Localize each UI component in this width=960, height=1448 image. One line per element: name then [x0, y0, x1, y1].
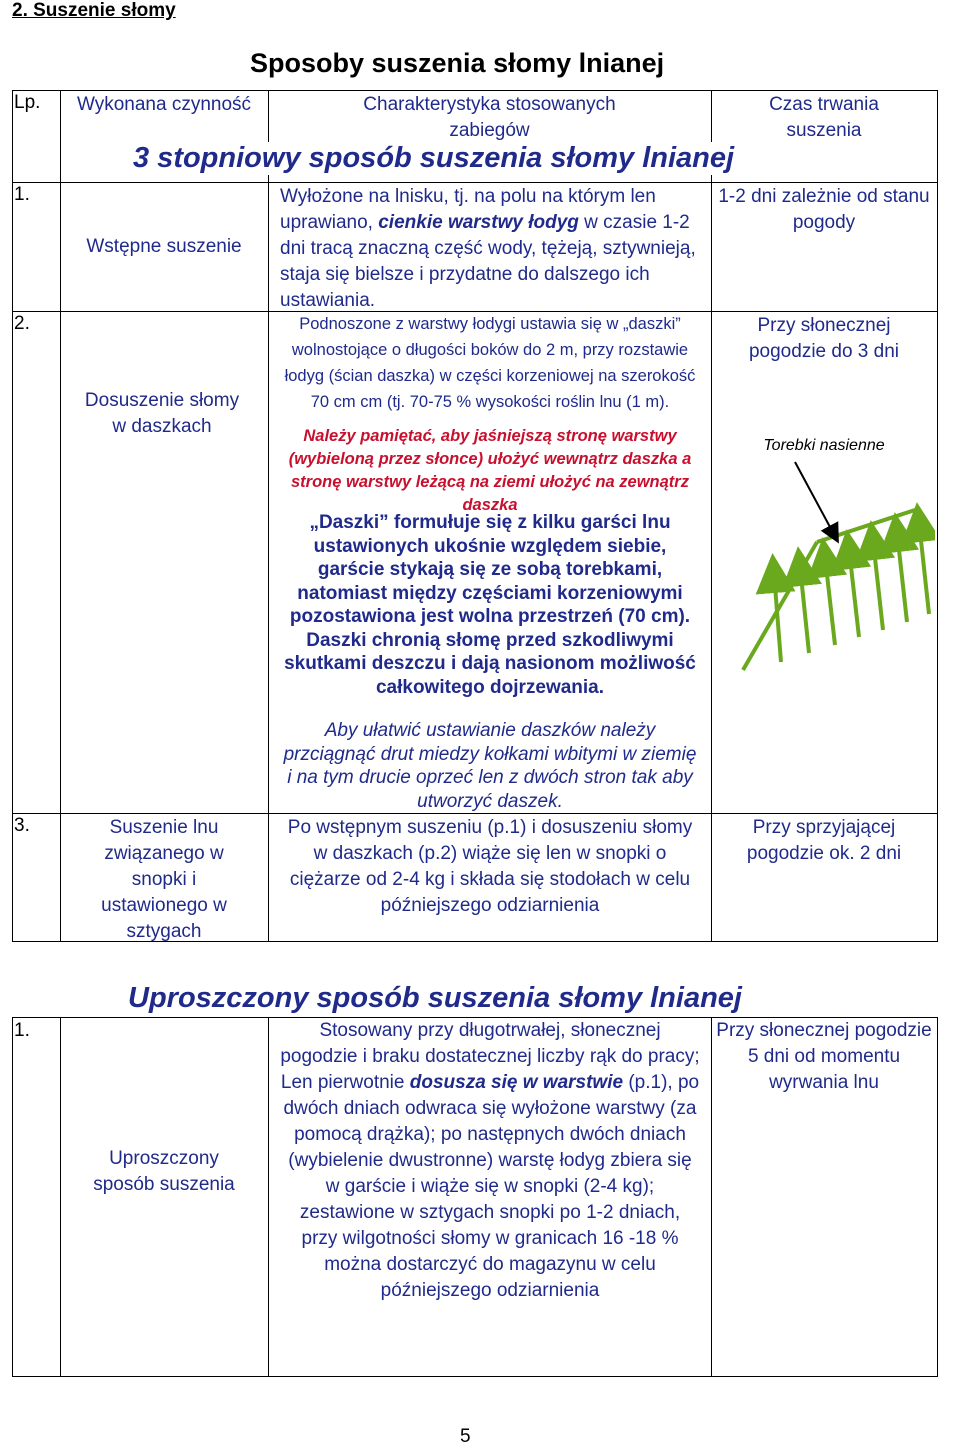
row3-lp: 3. — [14, 815, 30, 836]
row3-description: Po wstępnym suszeniu (p.1) i dosuszeniu słomy w daszkach (p.2) wiąże się len w snopki o ciężarze od 2-4 kg i składa się stodołach w celu późniejszego odziarnienia — [287, 817, 693, 916]
row4-description: Stosowany przy długotrwałej, słonecznej pogodzie i braku dostatecznej liczby rąk do pracy; Len pierwotnie dosusza się w warstwie (p.1), po dwóch dniach odwraca się wyłożone warstwy (za pomocą drążka); po następnych dwóch dniach (wybielenie dwustronne) warstę łodyg zbiera się w garście i wiąże się w snopki (2-4 kg); zestawione w sztygach snopki po 1-2 dniach, przy wilgotności słomy w granicach 16 -18 % można dostarczyć do magazynu w celu późniejszego odziarnienia — [280, 1020, 700, 1301]
col-divider — [711, 90, 712, 942]
row2-activity: Dosuszenie słomy w daszkach — [84, 390, 240, 437]
method1-title: 3 stopniowy sposób suszenia słomy lnianej — [125, 142, 742, 175]
header-lp: Lp. — [14, 92, 41, 113]
row1-activity: Wstępne suszenie — [86, 236, 242, 257]
row2-desc-p4: Aby ułatwić ustawianie daszków należy przciągnąć drut miedzy kołkami wbitymi w ziemię i na tym drucie oprzeć len z dwóch stron tak aby utworzyć daszek. — [283, 720, 697, 812]
row2-duration: Przy słonecznej pogodzie do 3 dni — [748, 315, 899, 362]
daszek-diagram — [713, 460, 935, 690]
row3-activity: Suszenie lnu związanego w snopki i ustawionego w sztygach — [101, 817, 227, 942]
page-title: Sposoby suszenia słomy lnianej — [250, 48, 665, 78]
row2-desc-p1: Podnoszone z warstwy łodygi ustawia się w „daszki” wolnostojące o długości boków do 2 m, przy rozstawie łodyg (ścian daszka) w części korzeniowej na szerokość 70 cm cm (tj. 70-75 % wysokości roślin lnu (1 m). — [284, 315, 696, 411]
col-divider — [268, 90, 269, 942]
header-characteristics: Charakterystyka stosowanych zabiegów — [363, 94, 616, 141]
table-border-bottom — [12, 1376, 938, 1377]
table-border-right — [937, 1017, 938, 1377]
diagram-label: Torebki nasienne — [763, 437, 885, 454]
daszek-roof-line — [817, 510, 915, 542]
col-divider — [711, 1017, 712, 1377]
table-border-top — [12, 90, 938, 91]
row4-lp: 1. — [14, 1020, 30, 1041]
row4-duration: Przy słonecznej pogodzie 5 dni od momentu wyrwania lnu — [716, 1020, 932, 1093]
row-divider — [12, 813, 938, 814]
row1-duration: 1-2 dni zależnie od stanu pogody — [718, 186, 930, 233]
row2-desc-p3: „Daszki” formułuje się z kilku garści lnu ustawionych ukośnie względem siebie, garście stykają się ze sobą torebkami, natomiast między częściami korzeniowymi pozostawiona jest wolna przestrzeń (70 cm). Daszki chronią słomę przed szkodliwymi skutkami deszczu i dają nasionom możliwość całkowitego dojrzewania. — [284, 512, 696, 698]
row1-description: Wyłożone na lnisku, tj. na polu na którym len uprawiano, cienkie warstwy łodyg w czasie 1-2 dni tracą znaczną część wody, tężeją, sztywnieją, staja się bielsze i przydatne do dalszego ich ustawiania. — [280, 186, 696, 311]
col-divider — [60, 1017, 61, 1377]
header-activity: Wykonana czynność — [76, 94, 252, 115]
col-divider — [268, 1017, 269, 1377]
row3-duration: Przy sprzyjającej pogodzie ok. 2 dni — [746, 817, 902, 864]
flax-stalks — [774, 522, 929, 662]
table-border-left — [12, 90, 13, 942]
page-number: 5 — [460, 1426, 471, 1447]
row2-desc-p2: Należy pamiętać, aby jaśniejszą stronę warstwy (wybieloną przez słonce) ułożyć wewnątrz daszka a stronę warstwy leżącą na ziemi ułożyć na zewnątrz daszka — [288, 427, 692, 514]
method2-title: Uproszczony sposób suszenia słomy lnianej — [128, 982, 742, 1014]
table-border-left — [12, 1017, 13, 1377]
pointer-arrow — [795, 462, 837, 540]
header-duration: Czas trwania suszenia — [769, 94, 879, 141]
row1-lp: 1. — [14, 184, 30, 205]
row2-lp: 2. — [14, 313, 30, 334]
row4-activity: Uproszczony sposób suszenia — [93, 1148, 235, 1195]
section-heading: 2. Suszenie słomy — [12, 0, 176, 21]
col-divider — [60, 90, 61, 942]
table-border-right — [937, 90, 938, 942]
row-divider — [12, 182, 938, 183]
